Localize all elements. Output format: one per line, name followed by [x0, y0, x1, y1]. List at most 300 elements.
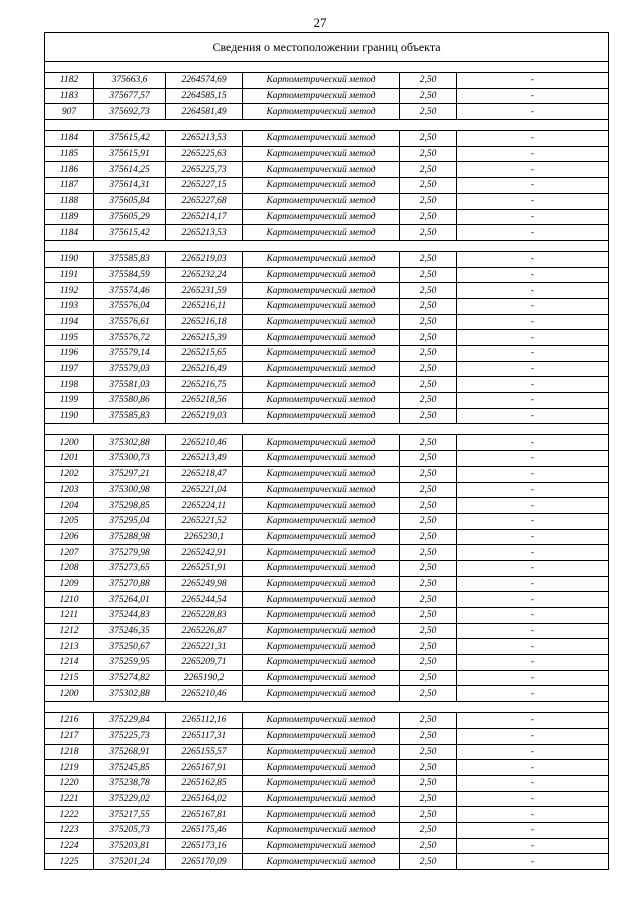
x-coordinate-cell: 375615,91	[94, 146, 166, 162]
method-cell: Картометрический метод	[243, 435, 400, 451]
accuracy-cell: 2,50	[400, 639, 457, 655]
description-cell: -	[457, 146, 609, 162]
description-cell: -	[457, 498, 609, 514]
point-number-cell: 1219	[45, 760, 94, 776]
table-row	[45, 686, 609, 702]
x-coordinate-cell: 375663,6	[94, 73, 166, 89]
description-cell: -	[457, 178, 609, 194]
table-row	[45, 670, 609, 686]
x-coordinate-cell: 375576,61	[94, 314, 166, 330]
description-cell: -	[457, 482, 609, 498]
method-cell: Картометрический метод	[243, 513, 400, 529]
description-cell: -	[457, 361, 609, 377]
accuracy-cell: 2,50	[400, 513, 457, 529]
table-row	[45, 744, 609, 760]
accuracy-cell: 2,50	[400, 655, 457, 671]
description-cell: -	[457, 592, 609, 608]
y-coordinate-cell: 2265173,16	[166, 838, 243, 854]
x-coordinate-cell: 375274,82	[94, 670, 166, 686]
table-row	[45, 146, 609, 162]
section-separator-cell	[45, 62, 609, 73]
table-row	[45, 822, 609, 838]
table-row	[45, 482, 609, 498]
description-cell: -	[457, 346, 609, 362]
description-cell: -	[457, 639, 609, 655]
table-row	[45, 377, 609, 393]
accuracy-cell: 2,50	[400, 73, 457, 89]
y-coordinate-cell: 2265214,17	[166, 209, 243, 225]
accuracy-cell: 2,50	[400, 104, 457, 120]
y-coordinate-cell: 2265213,49	[166, 451, 243, 467]
y-coordinate-cell: 2265216,75	[166, 377, 243, 393]
method-cell: Картометрический метод	[243, 393, 400, 409]
table-row	[45, 560, 609, 576]
y-coordinate-cell: 2265216,18	[166, 314, 243, 330]
table-row	[45, 713, 609, 729]
method-cell: Картометрический метод	[243, 775, 400, 791]
table-row	[45, 728, 609, 744]
point-number-cell: 1190	[45, 408, 94, 424]
description-cell: -	[457, 744, 609, 760]
accuracy-cell: 2,50	[400, 545, 457, 561]
table-row	[45, 791, 609, 807]
x-coordinate-cell: 375574,46	[94, 283, 166, 299]
method-cell: Картометрический метод	[243, 854, 400, 870]
point-number-cell: 1187	[45, 178, 94, 194]
method-cell: Картометрический метод	[243, 822, 400, 838]
method-cell: Картометрический метод	[243, 178, 400, 194]
table-row	[45, 408, 609, 424]
y-coordinate-cell: 2265209,71	[166, 655, 243, 671]
method-cell: Картометрический метод	[243, 162, 400, 178]
y-coordinate-cell: 2265117,31	[166, 728, 243, 744]
description-cell: -	[457, 267, 609, 283]
x-coordinate-cell: 375297,21	[94, 466, 166, 482]
point-number-cell: 1203	[45, 482, 94, 498]
method-cell: Картометрический метод	[243, 298, 400, 314]
point-number-cell: 1195	[45, 330, 94, 346]
description-cell: -	[457, 131, 609, 147]
method-cell: Картометрический метод	[243, 529, 400, 545]
accuracy-cell: 2,50	[400, 162, 457, 178]
description-cell: -	[457, 623, 609, 639]
y-coordinate-cell: 2265225,73	[166, 162, 243, 178]
x-coordinate-cell: 375264,01	[94, 592, 166, 608]
accuracy-cell: 2,50	[400, 435, 457, 451]
table-row	[45, 655, 609, 671]
accuracy-cell: 2,50	[400, 608, 457, 624]
method-cell: Картометрический метод	[243, 807, 400, 823]
x-coordinate-cell: 375614,25	[94, 162, 166, 178]
x-coordinate-cell: 375288,98	[94, 529, 166, 545]
y-coordinate-cell: 2265221,31	[166, 639, 243, 655]
point-number-cell: 1182	[45, 73, 94, 89]
method-cell: Картометрический метод	[243, 670, 400, 686]
x-coordinate-cell: 375302,88	[94, 686, 166, 702]
x-coordinate-cell: 375580,86	[94, 393, 166, 409]
method-cell: Картометрический метод	[243, 592, 400, 608]
section-separator-cell	[45, 120, 609, 131]
point-number-cell: 1189	[45, 209, 94, 225]
point-number-cell: 1198	[45, 377, 94, 393]
description-cell: -	[457, 209, 609, 225]
table-row	[45, 330, 609, 346]
description-cell: -	[457, 451, 609, 467]
x-coordinate-cell: 375576,72	[94, 330, 166, 346]
table-row	[45, 209, 609, 225]
table-row	[45, 225, 609, 241]
description-cell: -	[457, 314, 609, 330]
table-row	[45, 104, 609, 120]
table-row	[45, 314, 609, 330]
point-number-cell: 1191	[45, 267, 94, 283]
x-coordinate-cell: 375615,42	[94, 131, 166, 147]
x-coordinate-cell: 375295,04	[94, 513, 166, 529]
accuracy-cell: 2,50	[400, 482, 457, 498]
x-coordinate-cell: 375246,35	[94, 623, 166, 639]
table-row	[45, 73, 609, 89]
point-number-cell: 1201	[45, 451, 94, 467]
y-coordinate-cell: 2265213,53	[166, 225, 243, 241]
method-cell: Картометрический метод	[243, 330, 400, 346]
table-row	[45, 131, 609, 147]
x-coordinate-cell: 375605,29	[94, 209, 166, 225]
x-coordinate-cell: 375229,84	[94, 713, 166, 729]
point-number-cell: 1188	[45, 193, 94, 209]
description-cell: -	[457, 791, 609, 807]
method-cell: Картометрический метод	[243, 791, 400, 807]
description-cell: -	[457, 560, 609, 576]
x-coordinate-cell: 375229,02	[94, 791, 166, 807]
y-coordinate-cell: 2265242,91	[166, 545, 243, 561]
point-number-cell: 1218	[45, 744, 94, 760]
description-cell: -	[457, 728, 609, 744]
table-row	[45, 838, 609, 854]
y-coordinate-cell: 2264574,69	[166, 73, 243, 89]
accuracy-cell: 2,50	[400, 451, 457, 467]
description-cell: -	[457, 162, 609, 178]
method-cell: Картометрический метод	[243, 686, 400, 702]
table-row	[45, 178, 609, 194]
table-row	[45, 283, 609, 299]
description-cell: -	[457, 104, 609, 120]
table-row	[45, 466, 609, 482]
accuracy-cell: 2,50	[400, 298, 457, 314]
accuracy-cell: 2,50	[400, 466, 457, 482]
method-cell: Картометрический метод	[243, 482, 400, 498]
x-coordinate-cell: 375615,42	[94, 225, 166, 241]
point-number-cell: 1202	[45, 466, 94, 482]
y-coordinate-cell: 2265167,81	[166, 807, 243, 823]
y-coordinate-cell: 2265221,04	[166, 482, 243, 498]
description-cell: -	[457, 225, 609, 241]
y-coordinate-cell: 2265219,03	[166, 251, 243, 267]
x-coordinate-cell: 375605,84	[94, 193, 166, 209]
method-cell: Картометрический метод	[243, 655, 400, 671]
table-row	[45, 854, 609, 870]
description-cell: -	[457, 529, 609, 545]
section-separator-row	[45, 424, 609, 435]
accuracy-cell: 2,50	[400, 838, 457, 854]
point-number-cell: 1194	[45, 314, 94, 330]
accuracy-cell: 2,50	[400, 361, 457, 377]
y-coordinate-cell: 2265221,52	[166, 513, 243, 529]
table-row	[45, 498, 609, 514]
y-coordinate-cell: 2265216,11	[166, 298, 243, 314]
y-coordinate-cell: 2265162,85	[166, 775, 243, 791]
description-cell: -	[457, 545, 609, 561]
x-coordinate-cell: 375268,91	[94, 744, 166, 760]
method-cell: Картометрический метод	[243, 408, 400, 424]
description-cell: -	[457, 435, 609, 451]
method-cell: Картометрический метод	[243, 623, 400, 639]
accuracy-cell: 2,50	[400, 686, 457, 702]
method-cell: Картометрический метод	[243, 498, 400, 514]
table-row	[45, 760, 609, 776]
table-row	[45, 267, 609, 283]
point-number-cell: 1183	[45, 88, 94, 104]
accuracy-cell: 2,50	[400, 408, 457, 424]
description-cell: -	[457, 576, 609, 592]
y-coordinate-cell: 2265249,98	[166, 576, 243, 592]
accuracy-cell: 2,50	[400, 251, 457, 267]
point-number-cell: 1184	[45, 131, 94, 147]
boundary-table	[44, 32, 609, 870]
x-coordinate-cell: 375298,85	[94, 498, 166, 514]
x-coordinate-cell: 375245,85	[94, 760, 166, 776]
x-coordinate-cell: 375203,81	[94, 838, 166, 854]
table-title-row	[45, 33, 609, 62]
y-coordinate-cell: 2265244,54	[166, 592, 243, 608]
point-number-cell: 1206	[45, 529, 94, 545]
description-cell: -	[457, 670, 609, 686]
x-coordinate-cell: 375279,98	[94, 545, 166, 561]
point-number-cell: 1217	[45, 728, 94, 744]
x-coordinate-cell: 375244,83	[94, 608, 166, 624]
table-row	[45, 807, 609, 823]
point-number-cell: 1199	[45, 393, 94, 409]
y-coordinate-cell: 2265218,56	[166, 393, 243, 409]
section-separator-row	[45, 702, 609, 713]
description-cell: -	[457, 88, 609, 104]
boundary-table-body	[45, 33, 609, 870]
point-number-cell: 1184	[45, 225, 94, 241]
x-coordinate-cell: 375614,31	[94, 178, 166, 194]
table-title: Сведения о местоположении границ объекта	[45, 33, 609, 62]
y-coordinate-cell: 2265215,39	[166, 330, 243, 346]
table-row	[45, 545, 609, 561]
y-coordinate-cell: 2265227,15	[166, 178, 243, 194]
method-cell: Картометрический метод	[243, 146, 400, 162]
x-coordinate-cell: 375250,67	[94, 639, 166, 655]
y-coordinate-cell: 2265251,91	[166, 560, 243, 576]
accuracy-cell: 2,50	[400, 560, 457, 576]
point-number-cell: 1192	[45, 283, 94, 299]
method-cell: Картометрический метод	[243, 576, 400, 592]
method-cell: Картометрический метод	[243, 225, 400, 241]
y-coordinate-cell: 2265228,83	[166, 608, 243, 624]
table-row	[45, 639, 609, 655]
accuracy-cell: 2,50	[400, 131, 457, 147]
accuracy-cell: 2,50	[400, 314, 457, 330]
description-cell: -	[457, 775, 609, 791]
point-number-cell: 1222	[45, 807, 94, 823]
method-cell: Картометрический метод	[243, 131, 400, 147]
method-cell: Картометрический метод	[243, 713, 400, 729]
accuracy-cell: 2,50	[400, 713, 457, 729]
accuracy-cell: 2,50	[400, 854, 457, 870]
description-cell: -	[457, 686, 609, 702]
y-coordinate-cell: 2265175,46	[166, 822, 243, 838]
table-row	[45, 162, 609, 178]
y-coordinate-cell: 2265167,91	[166, 760, 243, 776]
method-cell: Картометрический метод	[243, 193, 400, 209]
x-coordinate-cell: 375692,73	[94, 104, 166, 120]
method-cell: Картометрический метод	[243, 361, 400, 377]
table-row	[45, 251, 609, 267]
point-number-cell: 1200	[45, 435, 94, 451]
point-number-cell: 1213	[45, 639, 94, 655]
point-number-cell: 1193	[45, 298, 94, 314]
table-row	[45, 775, 609, 791]
x-coordinate-cell: 375238,78	[94, 775, 166, 791]
accuracy-cell: 2,50	[400, 393, 457, 409]
accuracy-cell: 2,50	[400, 791, 457, 807]
table-row	[45, 592, 609, 608]
y-coordinate-cell: 2264581,49	[166, 104, 243, 120]
y-coordinate-cell: 2265213,53	[166, 131, 243, 147]
table-row	[45, 298, 609, 314]
y-coordinate-cell: 2265226,87	[166, 623, 243, 639]
x-coordinate-cell: 375217,55	[94, 807, 166, 823]
y-coordinate-cell: 2265219,03	[166, 408, 243, 424]
method-cell: Картометрический метод	[243, 251, 400, 267]
method-cell: Картометрический метод	[243, 560, 400, 576]
accuracy-cell: 2,50	[400, 576, 457, 592]
point-number-cell: 1185	[45, 146, 94, 162]
description-cell: -	[457, 193, 609, 209]
table-row	[45, 529, 609, 545]
x-coordinate-cell: 375270,88	[94, 576, 166, 592]
description-cell: -	[457, 393, 609, 409]
point-number-cell: 1210	[45, 592, 94, 608]
point-number-cell: 1224	[45, 838, 94, 854]
method-cell: Картометрический метод	[243, 88, 400, 104]
y-coordinate-cell: 2265230,1	[166, 529, 243, 545]
point-number-cell: 1211	[45, 608, 94, 624]
point-number-cell: 1196	[45, 346, 94, 362]
point-number-cell: 1208	[45, 560, 94, 576]
table-row	[45, 88, 609, 104]
description-cell: -	[457, 760, 609, 776]
table-row	[45, 451, 609, 467]
x-coordinate-cell: 375585,83	[94, 408, 166, 424]
method-cell: Картометрический метод	[243, 104, 400, 120]
y-coordinate-cell: 2265190,2	[166, 670, 243, 686]
y-coordinate-cell: 2265224,11	[166, 498, 243, 514]
y-coordinate-cell: 2264585,15	[166, 88, 243, 104]
accuracy-cell: 2,50	[400, 178, 457, 194]
method-cell: Картометрический метод	[243, 744, 400, 760]
table-row	[45, 393, 609, 409]
y-coordinate-cell: 2265170,09	[166, 854, 243, 870]
y-coordinate-cell: 2265164,02	[166, 791, 243, 807]
description-cell: -	[457, 854, 609, 870]
section-separator-row	[45, 240, 609, 251]
accuracy-cell: 2,50	[400, 670, 457, 686]
point-number-cell: 1186	[45, 162, 94, 178]
point-number-cell: 1220	[45, 775, 94, 791]
point-number-cell: 1197	[45, 361, 94, 377]
method-cell: Картометрический метод	[243, 760, 400, 776]
accuracy-cell: 2,50	[400, 330, 457, 346]
description-cell: -	[457, 330, 609, 346]
description-cell: -	[457, 608, 609, 624]
accuracy-cell: 2,50	[400, 267, 457, 283]
x-coordinate-cell: 375581,03	[94, 377, 166, 393]
point-number-cell: 1215	[45, 670, 94, 686]
section-separator-cell	[45, 424, 609, 435]
point-number-cell: 1216	[45, 713, 94, 729]
table-row	[45, 608, 609, 624]
x-coordinate-cell: 375300,98	[94, 482, 166, 498]
section-separator-cell	[45, 702, 609, 713]
description-cell: -	[457, 298, 609, 314]
table-row	[45, 513, 609, 529]
accuracy-cell: 2,50	[400, 822, 457, 838]
method-cell: Картометрический метод	[243, 639, 400, 655]
x-coordinate-cell: 375302,88	[94, 435, 166, 451]
x-coordinate-cell: 375576,04	[94, 298, 166, 314]
accuracy-cell: 2,50	[400, 209, 457, 225]
table-row	[45, 435, 609, 451]
accuracy-cell: 2,50	[400, 377, 457, 393]
accuracy-cell: 2,50	[400, 760, 457, 776]
method-cell: Картометрический метод	[243, 73, 400, 89]
accuracy-cell: 2,50	[400, 807, 457, 823]
point-number-cell: 1204	[45, 498, 94, 514]
x-coordinate-cell: 375225,73	[94, 728, 166, 744]
accuracy-cell: 2,50	[400, 592, 457, 608]
x-coordinate-cell: 375584,59	[94, 267, 166, 283]
section-separator-cell	[45, 240, 609, 251]
point-number-cell: 1205	[45, 513, 94, 529]
y-coordinate-cell: 2265155,57	[166, 744, 243, 760]
y-coordinate-cell: 2265232,24	[166, 267, 243, 283]
y-coordinate-cell: 2265210,46	[166, 435, 243, 451]
x-coordinate-cell: 375201,24	[94, 854, 166, 870]
accuracy-cell: 2,50	[400, 728, 457, 744]
description-cell: -	[457, 822, 609, 838]
x-coordinate-cell: 375585,83	[94, 251, 166, 267]
accuracy-cell: 2,50	[400, 146, 457, 162]
point-number-cell: 1221	[45, 791, 94, 807]
description-cell: -	[457, 251, 609, 267]
point-number-cell: 1214	[45, 655, 94, 671]
section-separator-row	[45, 62, 609, 73]
accuracy-cell: 2,50	[400, 346, 457, 362]
method-cell: Картометрический метод	[243, 451, 400, 467]
accuracy-cell: 2,50	[400, 88, 457, 104]
point-number-cell: 1200	[45, 686, 94, 702]
y-coordinate-cell: 2265231,59	[166, 283, 243, 299]
description-cell: -	[457, 807, 609, 823]
x-coordinate-cell: 375205,73	[94, 822, 166, 838]
description-cell: -	[457, 655, 609, 671]
accuracy-cell: 2,50	[400, 283, 457, 299]
section-separator-row	[45, 120, 609, 131]
description-cell: -	[457, 377, 609, 393]
